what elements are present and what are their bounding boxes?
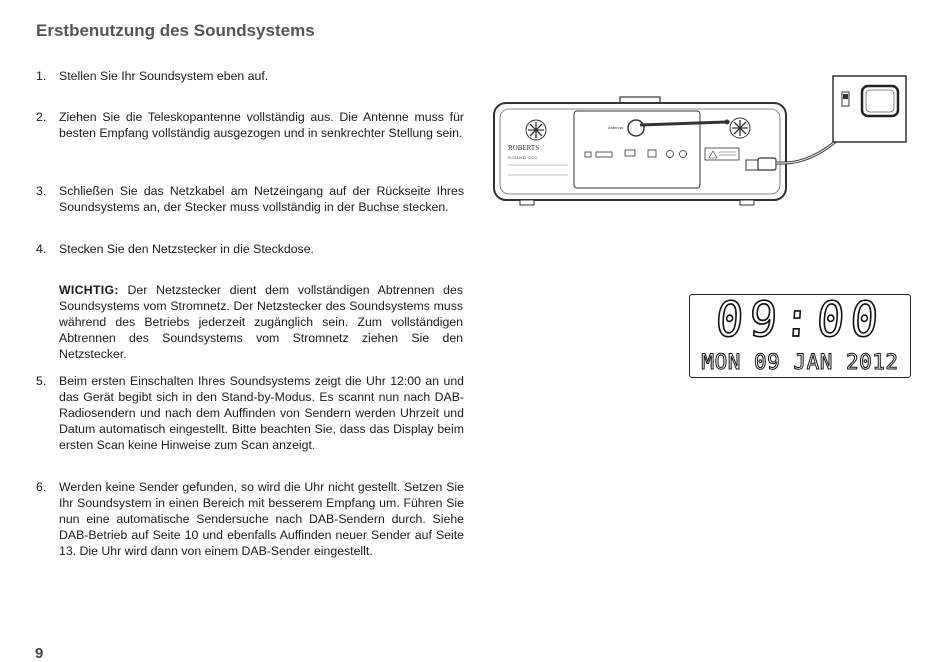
clock-time: 09:00 [713,290,887,348]
power-inlet [746,160,758,170]
step-text: Werden keine Sender gefunden, so wird die Uhr nicht gestellt. Setzen Sie Ihr Soundsystem in einen Bereich mit besserem Empfang um. Führen Sie nun eine automatische Sendersuche nach DAB-Sendern durch. Siehe DAB-Betrieb auf Seite 10 und ebenfalls Auffinden neuer Sender auf Seite 13. Die Uhr wird dann von einem DAB-Sender eingestellt. [59,480,464,559]
list-item [36,373,464,453]
list-item [36,109,464,141]
step-number: 3. [36,184,47,198]
wall-socket [833,76,906,142]
radio-rear-illustration [490,70,920,220]
speaker-grille-right [730,118,750,138]
list-item [36,241,464,257]
step-number: 6. [36,480,47,494]
antenna-label: Antenna [608,125,623,130]
important-note [59,282,463,362]
step-text: Schließen Sie das Netzkabel am Netzeingang auf der Rückseite Ihres Soundsystems an, der Stecker muss vollständig in der Buchse stecken. [59,184,464,215]
step-number: 5. [36,374,47,388]
step-text: Ziehen Sie die Teleskopantenne vollständig aus. Die Antenne muss für besten Empfang vollständig ausgezogen und in senkrechter Stellung sein. [59,110,464,141]
step-number: 2. [36,110,47,124]
lcd-display [689,290,911,378]
list-item [36,183,464,215]
model-label: SOUND 200 [508,155,538,160]
page-number: 9 [35,645,44,662]
step-text: Stecken Sie den Netzstecker in die Steckdose. [59,242,314,256]
step-number: 4. [36,242,47,256]
page-title: Erstbenutzung des Soundsystems [36,21,315,40]
step-text: Stellen Sie Ihr Soundsystem eben auf. [59,69,269,83]
step-number: 1. [36,69,47,83]
speaker-grille-left [526,120,546,140]
list-item [36,479,464,559]
step-text: Beim ersten Einschalten Ihres Soundsystems zeigt die Uhr 12:00 an und das Gerät begibt sich in den Stand-by-Modus. Es scannt nun nach DAB-Radiosendern und nach dem Auffinden von Sendern werden Uhrzeit und Datum automatisch eingestellt. Bitte beachten Sie, dass das Display beim ersten Scan keine Hinweise zum Scan anzeigt. [59,374,464,453]
list-item [36,68,464,84]
note-label: WICHTIG: [59,283,119,297]
note-text: Der Netzstecker dient dem vollständigen Abtrennen des Soundsystems vom Stromnetz. Der Netzstecker des Soundsystems muss während des Betriebs jederzeit zugänglich sein. Zum vollständigen Abtrennen des Soundsystems vom Stromnetz ziehen Sie den Netzstecker. [59,283,463,362]
clock-date: MON 09 JAN 2012 [701,350,899,374]
brand-label: ROBERTS [508,144,540,152]
